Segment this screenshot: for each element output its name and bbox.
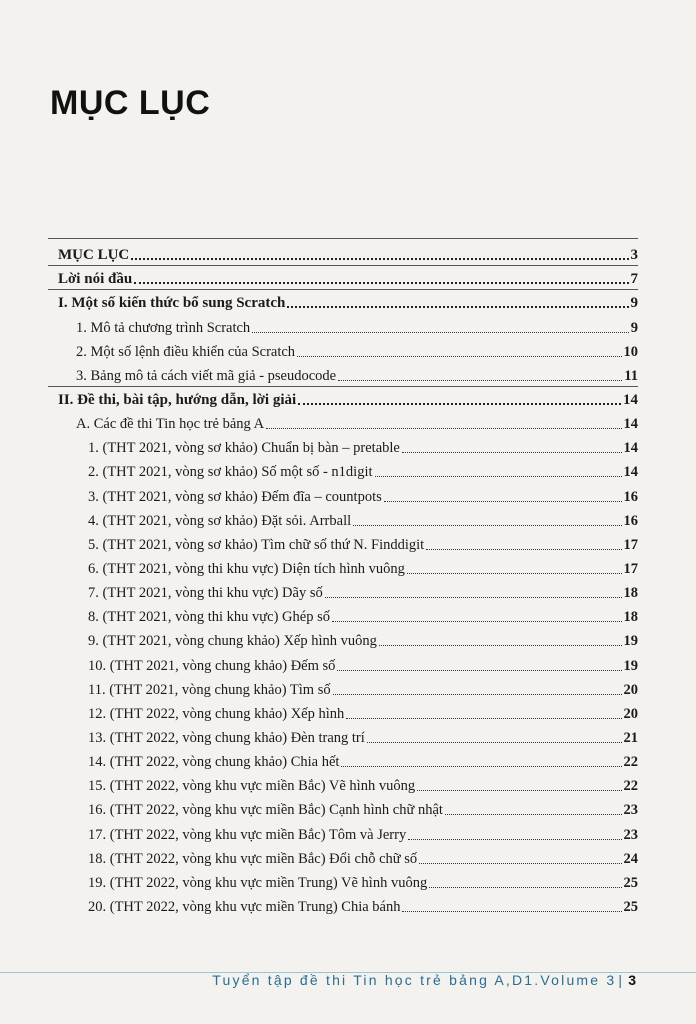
toc-entry[interactable] bbox=[48, 602, 638, 626]
dot-leader bbox=[402, 452, 622, 453]
toc-entry-page: 21 bbox=[623, 729, 638, 746]
toc-entry-page: 23 bbox=[623, 802, 638, 819]
toc-entry-label: 8. (THT 2021, vòng thi khu vực) Ghép số bbox=[88, 609, 330, 626]
toc-entry-page: 16 bbox=[623, 488, 638, 505]
section-divider bbox=[48, 238, 638, 239]
toc-entry[interactable] bbox=[48, 409, 638, 433]
dot-leader bbox=[134, 282, 628, 284]
toc-entry-label: 17. (THT 2022, vòng khu vực miền Bắc) Tôm và Jerry bbox=[88, 826, 407, 843]
toc-entry-label: 13. (THT 2022, vòng chung khảo) Đèn trang trí bbox=[88, 729, 365, 746]
dot-leader bbox=[379, 645, 622, 646]
dot-leader bbox=[337, 670, 621, 671]
toc-entry-page: 25 bbox=[623, 874, 638, 891]
toc-entry-label: 4. (THT 2021, vòng sơ khảo) Đặt sỏi. Arrball bbox=[88, 512, 352, 529]
dot-leader bbox=[297, 356, 621, 357]
toc-entry[interactable] bbox=[48, 457, 638, 481]
dot-leader bbox=[252, 332, 629, 333]
toc-entry-label: A. Các đề thi Tin học trẻ bảng A bbox=[76, 416, 265, 433]
toc-entry-label: 16. (THT 2022, vòng khu vực miền Bắc) Cạnh hình chữ nhật bbox=[88, 802, 443, 819]
toc-entry[interactable] bbox=[48, 819, 638, 843]
section-divider bbox=[48, 265, 638, 266]
toc-entry-label: 9. (THT 2021, vòng chung khảo) Xếp hình vuông bbox=[88, 633, 377, 650]
dot-leader bbox=[367, 742, 622, 743]
toc-entry-page: 22 bbox=[623, 754, 638, 771]
toc-entry-label: I. Một số kiến thức bổ sung Scratch bbox=[58, 295, 286, 312]
footer-page-number: 3 bbox=[628, 972, 636, 988]
dot-leader bbox=[298, 403, 621, 405]
toc-entry-page: 20 bbox=[623, 681, 638, 698]
toc-entry-label: 2. Một số lệnh điều khiển của Scratch bbox=[76, 343, 296, 360]
toc-entry-label: Lời nói đầu bbox=[58, 271, 133, 288]
toc-entry[interactable] bbox=[48, 795, 638, 819]
dot-leader bbox=[332, 621, 622, 622]
dot-leader bbox=[426, 549, 621, 550]
dot-leader bbox=[346, 718, 621, 719]
toc-entry-page: 19 bbox=[623, 633, 638, 650]
toc-entry-label: MỤC LỤC bbox=[58, 247, 130, 264]
toc-entry-label: 15. (THT 2022, vòng khu vực miền Bắc) Vẽ hình vuông bbox=[88, 778, 416, 795]
toc-entry-page: 24 bbox=[623, 850, 638, 867]
toc-entry[interactable] bbox=[48, 554, 638, 578]
toc-entry[interactable] bbox=[48, 723, 638, 747]
toc-entry[interactable] bbox=[48, 506, 638, 530]
dot-leader bbox=[325, 597, 622, 598]
toc-entry-page: 9 bbox=[630, 319, 638, 336]
dot-leader bbox=[408, 839, 621, 840]
toc-entry[interactable] bbox=[48, 385, 638, 409]
dot-leader bbox=[375, 476, 622, 477]
toc-entry[interactable] bbox=[48, 264, 638, 288]
toc-entry-page: 16 bbox=[623, 512, 638, 529]
toc-entry[interactable] bbox=[48, 530, 638, 554]
section-divider bbox=[48, 289, 638, 290]
dot-leader bbox=[333, 694, 622, 695]
toc-entry-page: 10 bbox=[623, 343, 638, 360]
toc-entry-page: 20 bbox=[623, 705, 638, 722]
page-footer bbox=[212, 972, 636, 988]
toc-entry-page: 14 bbox=[623, 440, 638, 457]
toc-entry-label: 3. Bảng mô tả cách viết mã giả - pseudocode bbox=[76, 367, 337, 384]
toc-entry-page: 14 bbox=[623, 391, 638, 408]
dot-leader bbox=[445, 814, 622, 815]
toc-entry-label: II. Đề thi, bài tập, hướng dẫn, lời giải bbox=[58, 391, 297, 408]
toc-entry[interactable] bbox=[48, 675, 638, 699]
toc-entry-label: 1. (THT 2021, vòng sơ khảo) Chuẩn bị bàn – pretable bbox=[88, 440, 400, 457]
section-divider bbox=[48, 386, 638, 387]
toc-entry-label: 1. Mô tả chương trình Scratch bbox=[76, 319, 251, 336]
toc-entry-page: 19 bbox=[623, 657, 638, 674]
toc-entry-page: 17 bbox=[623, 536, 638, 553]
toc-entry-page: 7 bbox=[630, 271, 638, 288]
toc-entry[interactable] bbox=[48, 312, 638, 336]
toc-entry[interactable] bbox=[48, 626, 638, 650]
toc-entry-page: 9 bbox=[630, 295, 638, 312]
footer-title: Tuyển tập đề thi Tin học trẻ bảng A,D1.Volume 3 bbox=[212, 972, 617, 988]
dot-leader bbox=[417, 790, 621, 791]
page-title: MỤC LỤC bbox=[50, 84, 211, 122]
toc-entry-label: 19. (THT 2022, vòng khu vực miền Trung) Vẽ hình vuông bbox=[88, 874, 428, 891]
dot-leader bbox=[341, 766, 621, 767]
footer-separator: | bbox=[618, 972, 625, 988]
dot-leader bbox=[384, 501, 622, 502]
toc-entry-label: 6. (THT 2021, vòng thi khu vực) Diện tích hình vuông bbox=[88, 560, 405, 577]
toc-entry-page: 18 bbox=[623, 609, 638, 626]
dot-leader bbox=[287, 306, 628, 308]
toc-entry-label: 20. (THT 2022, vòng khu vực miền Trung) Chia bánh bbox=[88, 898, 401, 915]
toc-entry[interactable] bbox=[48, 747, 638, 771]
dot-leader bbox=[402, 911, 621, 912]
toc-entry[interactable] bbox=[48, 288, 638, 312]
toc-entry-page: 14 bbox=[623, 416, 638, 433]
table-of-contents bbox=[48, 240, 638, 916]
toc-entry-page: 17 bbox=[623, 560, 638, 577]
toc-entry[interactable] bbox=[48, 361, 638, 385]
toc-entry-label: 7. (THT 2021, vòng thi khu vực) Dãy số bbox=[88, 585, 323, 602]
toc-entry-page: 22 bbox=[623, 778, 638, 795]
toc-entry-label: 2. (THT 2021, vòng sơ khảo) Số một số - n1digit bbox=[88, 464, 373, 481]
toc-entry[interactable] bbox=[48, 868, 638, 892]
dot-leader bbox=[407, 573, 622, 574]
toc-entry[interactable] bbox=[48, 771, 638, 795]
toc-entry-label: 10. (THT 2021, vòng chung khảo) Đếm số bbox=[88, 657, 336, 674]
toc-entry-page: 3 bbox=[630, 247, 638, 264]
toc-entry[interactable] bbox=[48, 844, 638, 868]
toc-entry[interactable] bbox=[48, 650, 638, 674]
dot-leader bbox=[419, 863, 621, 864]
toc-entry-label: 5. (THT 2021, vòng sơ khảo) Tìm chữ số thứ N. Finddigit bbox=[88, 536, 425, 553]
dot-leader bbox=[131, 258, 628, 260]
toc-entry-page: 14 bbox=[623, 464, 638, 481]
toc-entry[interactable] bbox=[48, 433, 638, 457]
dot-leader bbox=[266, 428, 621, 429]
toc-entry[interactable] bbox=[48, 240, 638, 264]
toc-entry-label: 18. (THT 2022, vòng khu vực miền Bắc) Đổi chỗ chữ số bbox=[88, 850, 418, 867]
toc-entry[interactable] bbox=[48, 481, 638, 505]
toc-entry[interactable] bbox=[48, 892, 638, 916]
toc-entry-page: 23 bbox=[623, 826, 638, 843]
dot-leader bbox=[353, 525, 621, 526]
toc-entry-label: 3. (THT 2021, vòng sơ khảo) Đếm đĩa – countpots bbox=[88, 488, 382, 505]
toc-entry[interactable] bbox=[48, 699, 638, 723]
toc-entry-page: 18 bbox=[623, 585, 638, 602]
toc-entry[interactable] bbox=[48, 337, 638, 361]
toc-entry-page: 11 bbox=[624, 367, 638, 384]
toc-entry-label: 14. (THT 2022, vòng chung khảo) Chia hết bbox=[88, 754, 340, 771]
toc-entry-label: 12. (THT 2022, vòng chung khảo) Xếp hình bbox=[88, 705, 345, 722]
toc-entry-label: 11. (THT 2021, vòng chung khảo) Tìm số bbox=[88, 681, 331, 698]
toc-entry-page: 25 bbox=[623, 898, 638, 915]
toc-entry[interactable] bbox=[48, 578, 638, 602]
dot-leader bbox=[338, 380, 622, 381]
dot-leader bbox=[429, 887, 621, 888]
